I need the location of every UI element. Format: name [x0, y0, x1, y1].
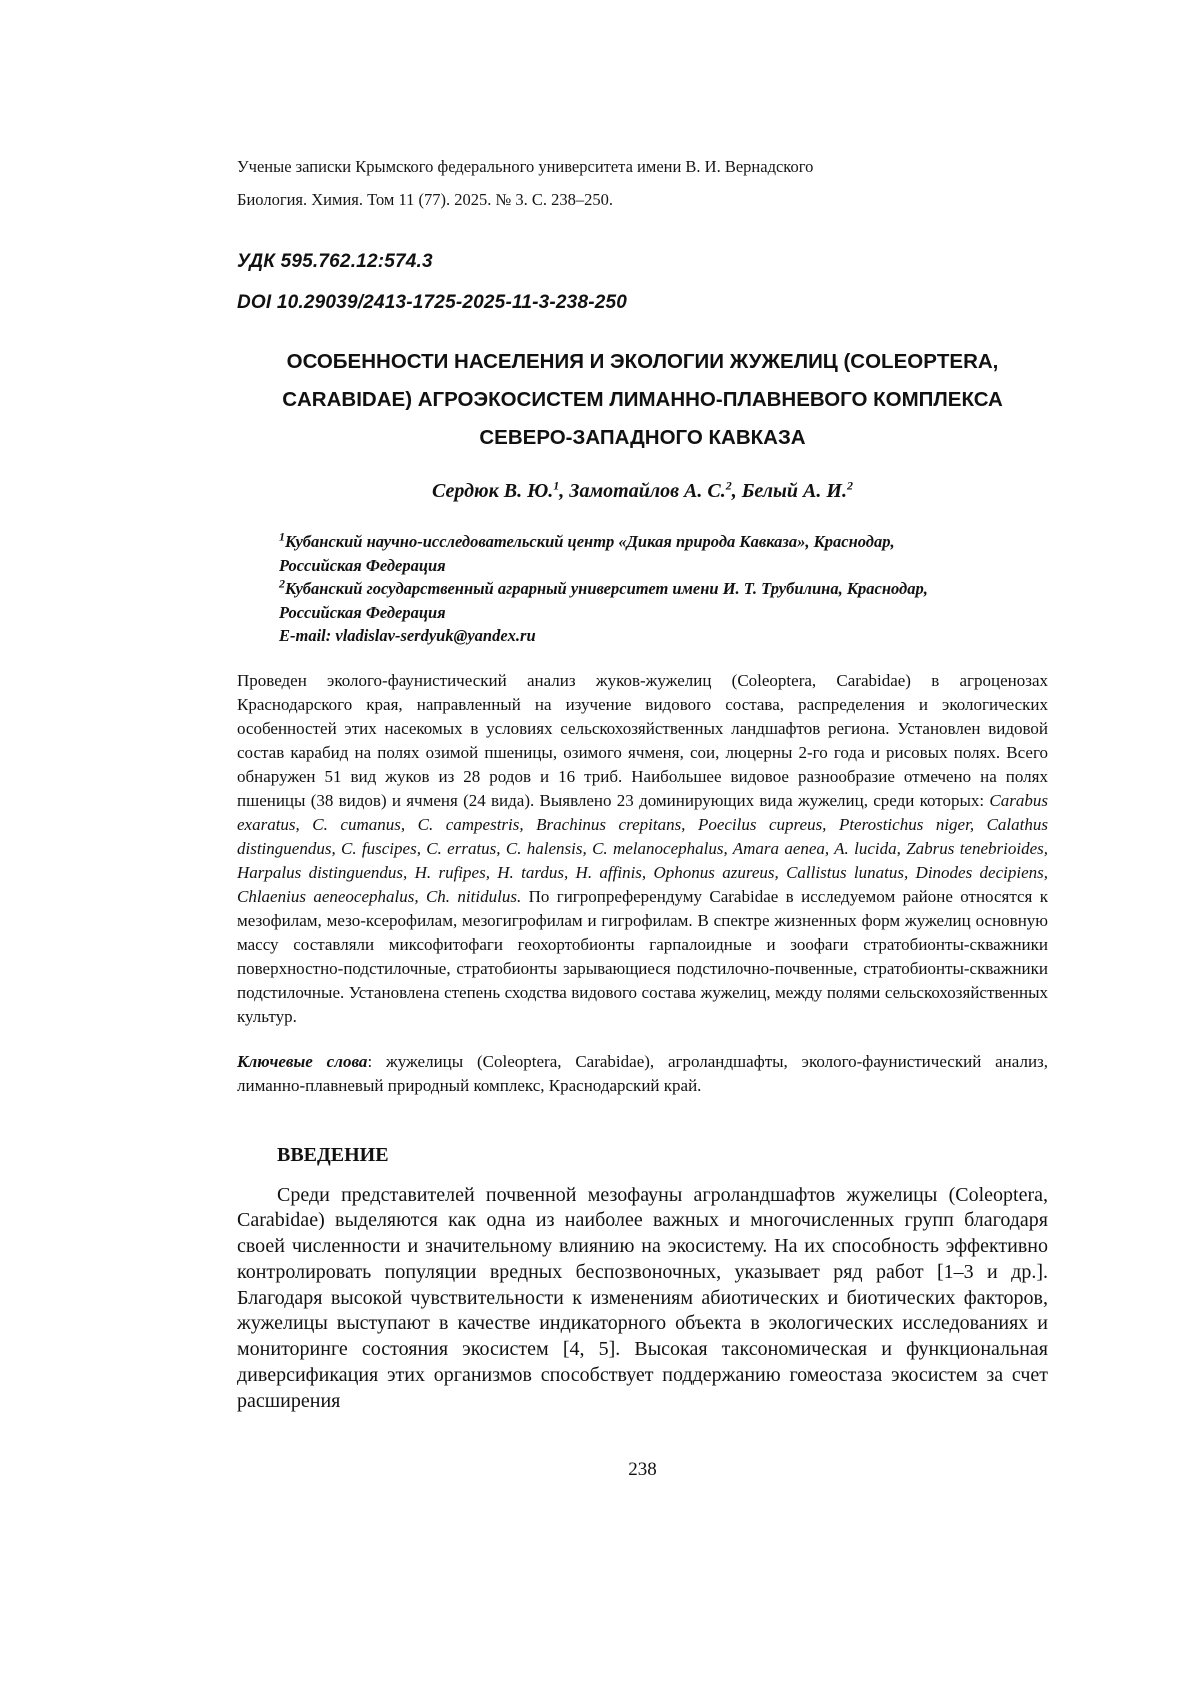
introduction-paragraph: Среди представителей почвенной мезофауны агроландшафтов жужелицы (Coleoptera, Carabidae) выделяются как одна из наиболее важных и многочисленных групп благодаря своей численности и значительному влиянию на экосистему. На их способность эффективно контролировать популяции вредных беспозвоночных, указывает ряд работ [1–3 и др.]. Благодаря высокой чувствительности к изменениям абиотических и биотических факторов, жужелицы выступают в качестве индикаторного объекта в экологических исследованиях и мониторинге состояния экосистем [4, 5]. Высокая таксономическая и функциональная диверсификация этих организмов способствует поддержанию гомеостаза экосистем за счет расширения	[237, 1183, 1048, 1412]
affiliation-2	[279, 577, 1048, 624]
abstract-paragraph	[237, 669, 1048, 1029]
affiliations-block	[279, 530, 1048, 648]
abstract-species-list: Carabus exaratus, C. cumanus, C. campestris, Brachinus crepitans, Poecilus cupreus, Pterostichus niger, Calathus distinguendus, C. fuscipes, C. erratus, C. halensis, C. melanocephalus, Amara aenea, A. lucida, Zabrus tenebrioides, Harpalus distinguendus, H. rufipes, H. tardus, H. affinis, Ophonus azureus, Callistus lunatus, Dinodes decipiens, Chlaenius aeneocephalus, Ch. nitidulus.	[237, 790, 1048, 906]
authors-line	[237, 480, 1048, 503]
author-2-affiliation-marker: 2	[725, 478, 732, 493]
affiliation-2-marker: 2	[279, 576, 285, 591]
doi-code: DOI 10.29039/2413-1725-2025-11-3-238-250	[237, 292, 628, 313]
author-2-name: Замотайлов А. С.	[569, 480, 726, 502]
author-3-name: Белый А. И.	[741, 480, 847, 502]
affiliation-2-line-2: Российская Федерация	[279, 602, 446, 622]
affiliation-1-marker: 1	[279, 529, 285, 544]
article-title: ОСОБЕННОСТИ НАСЕЛЕНИЯ И ЭКОЛОГИИ ЖУЖЕЛИЦ (COLEOPTERA, CARABIDAE) АГРОЭКОСИСТЕМ ЛИМАННО-ПЛАВНЕВОГО КОМПЛЕКСА СЕВЕРО-ЗАПАДНОГО КАВКАЗА	[282, 350, 1003, 449]
journal-header-line-1: Ученые записки Крымского федерального университета имени В. И. Вернадского	[237, 157, 814, 176]
author-separator: ,	[731, 480, 742, 502]
affiliation-1-line-1: Кубанский научно-исследовательский центр «Дикая природа Кавказа», Краснодар,	[285, 532, 895, 551]
author-1-name: Сердюк В. Ю.	[432, 480, 554, 502]
author-3-affiliation-marker: 2	[846, 478, 853, 493]
udk-code: УДК 595.762.12:574.3	[237, 251, 433, 272]
journal-header-line-2: Биология. Химия. Том 11 (77). 2025. № 3. С. 238–250.	[237, 190, 613, 209]
author-1-affiliation-marker: 1	[553, 478, 560, 493]
abstract-text-part-1: Проведен эколого-фаунистический анализ жуков-жужелиц (Coleoptera, Carabidae) в агроценозах Краснодарского края, направленный на изучение видового состава, распределения и экологических особенностей этих насекомых в условиях сельскохозяйственных ландшафтов региона. Установлен видовой состав карабид на полях озимой пшеницы, озимого ячменя, сои, люцерны 2-го года и рисовых полях. Всего обнаружен 51 вид жуков из 28 родов и 16 триб. Наибольшее видовое разнообразие отмечено на полях пшеницы (38 видов) и ячменя (24 вида). Выявлено 23 доминирующих вида жужелиц, среди которых:	[237, 670, 1048, 810]
abstract-text-part-2: По гигропреферендуму Carabidae в исследуемом районе относятся к мезофилам, мезо-ксерофилам, мезогигрофилам и гигрофилам. В спектре жизненных форм жужелиц основную массу составляли миксофитофаги геохортобионты гарпалоидные и зоофаги стратобионты-скважники поверхностно-подстилочные, стратобионты зарывающиеся подстилочно-почвенные, стратобионты-скважники подстилочные. Установлена степень сходства видового состава жужелиц, между полями сельскохозяйственных культур.	[237, 886, 1048, 1026]
contact-email: E-mail: vladislav-serdyuk@yandex.ru	[279, 626, 536, 645]
keywords-label: Ключевые слова	[237, 1051, 368, 1071]
affiliation-1-line-2: Российская Федерация	[279, 555, 446, 575]
page-number: 238	[628, 1458, 657, 1480]
affiliation-1	[279, 530, 1048, 577]
keywords-text: : жужелицы (Coleoptera, Carabidae), агроландшафты, эколого-фаунистический анализ, лиманно-плавневый природный комплекс, Краснодарский край.	[237, 1051, 1049, 1095]
affiliation-2-line-1: Кубанский государственный аграрный университет имени И. Т. Трубилина, Краснодар,	[285, 579, 928, 598]
author-separator: ,	[559, 480, 570, 502]
keywords-paragraph	[237, 1050, 1048, 1098]
introduction-heading: ВВЕДЕНИЕ	[277, 1143, 389, 1166]
